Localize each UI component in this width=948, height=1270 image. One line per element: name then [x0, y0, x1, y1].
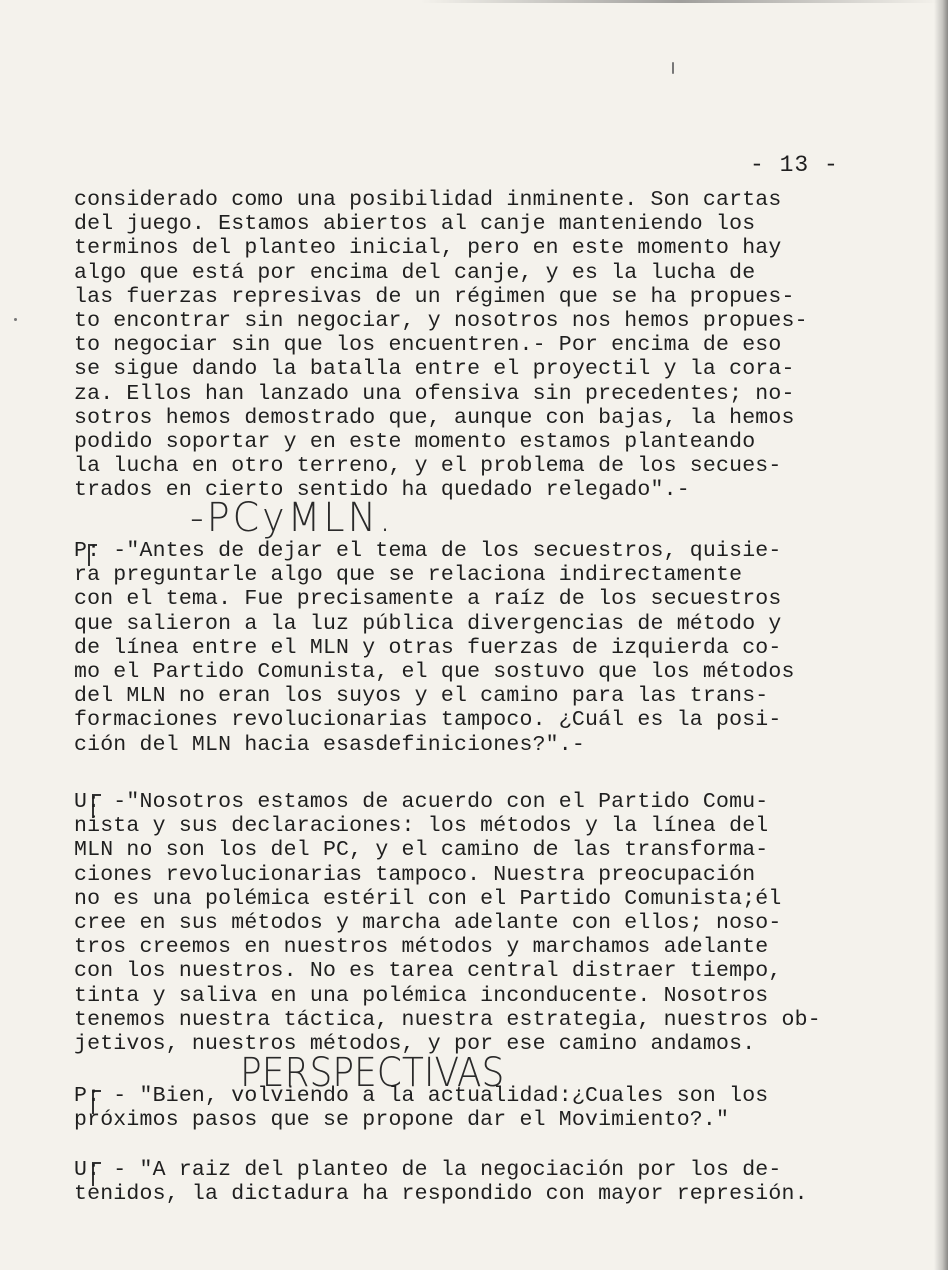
text-line: U: - "A raiz del planteo de la negociación por los de- — [74, 1158, 782, 1182]
text-line: con los nuestros. No es tarea central distraer tiempo, — [74, 959, 782, 984]
text-line: ción del MLN hacia esasdefiniciones?".- — [74, 732, 585, 757]
text-line: MLN no son los del PC, y el camino de las transforma- — [74, 838, 769, 863]
text-line: jetivos, nuestros métodos, y por ese camino andamos. — [74, 1031, 756, 1056]
text-line: la lucha en otro terreno, y el problema de los secues- — [74, 454, 782, 479]
text-line: formaciones revolucionarias tampoco. ¿Cuál es la posi- — [74, 708, 782, 733]
text-line: considerado como una posibilidad inminente. Son cartas — [74, 188, 782, 212]
scan-edge-shadow — [934, 0, 948, 1270]
text-line: podido soportar y en este momento estamos planteando — [74, 429, 756, 454]
text-line: del MLN no eran los suyos y el camino para las trans- — [74, 684, 769, 709]
text-line: to encontrar sin negociar, y nosotros nos hemos propues- — [74, 308, 808, 333]
scan-speck — [14, 318, 17, 321]
text-line: tenidos, la dictadura ha respondido con mayor represión. — [74, 1182, 808, 1207]
text-line: con el tema. Fue precisamente a raíz de los secuestros — [74, 587, 782, 612]
paragraph-answer-2 — [74, 1158, 874, 1206]
text-line: U: -"Nosotros estamos de acuerdo con el Partido Comu- — [74, 790, 769, 814]
text-line: no es una polémica estéril con el Partido Comunista;él — [74, 886, 782, 911]
text-line: sotros hemos demostrado que, aunque con bajas, la hemos — [74, 405, 795, 430]
text-line: trados en cierto sentido ha quedado relegado".- — [74, 478, 690, 503]
text-line: se sigue dando la batalla entre el proyectil y la cora- — [74, 357, 795, 382]
paragraph-question-2 — [74, 1084, 874, 1132]
handwritten-note-perspectivas: PERSPECTIVAS — [240, 1050, 505, 1096]
text-line: tros creemos en nuestros métodos y marchamos adelante — [74, 935, 769, 960]
scan-edge-mark — [420, 0, 940, 3]
text-line: ciones revolucionarias tampoco. Nuestra preocupación — [74, 862, 756, 887]
page-number: - 13 - — [750, 152, 839, 178]
text-line: ra preguntarle algo que se relaciona indirectamente — [74, 563, 743, 588]
text-line: del juego. Estamos abiertos al canje manteniendo los — [74, 212, 756, 237]
paragraph-answer-continued — [74, 188, 874, 502]
text-line: de línea entre el MLN y otras fuerzas de izquierda co- — [74, 635, 782, 660]
text-line: que salieron a la luz pública divergencias de método y — [74, 611, 782, 636]
text-line: cree en sus métodos y marcha adelante con ellos; noso- — [74, 910, 782, 935]
text-line: nista y sus declaraciones: los métodos y la línea del — [74, 814, 769, 839]
text-line: algo que está por encima del canje, y es la lucha de — [74, 260, 756, 285]
text-line: to negociar sin que los encuentren.- Por encima de eso — [74, 333, 782, 358]
text-line: terminos del planteo inicial, pero en este momento hay — [74, 236, 782, 261]
scan-speck — [672, 62, 674, 74]
paragraph-answer — [74, 790, 874, 1056]
text-line: za. Ellos han lanzado una ofensiva sin precedentes; no- — [74, 381, 795, 406]
text-line: tenemos nuestra táctica, nuestra estrategia, nuestros ob- — [74, 1007, 821, 1032]
handwritten-note-pc-mln: -PCyMLN. — [190, 494, 395, 541]
text-line: las fuerzas represivas de un régimen que se ha propues- — [74, 284, 795, 309]
paragraph-question — [74, 539, 874, 757]
text-line: próximos pasos que se propone dar el Movimiento?." — [74, 1108, 730, 1133]
text-line: P: -"Antes de dejar el tema de los secuestros, quisie- — [74, 539, 782, 563]
text-line: P: - "Bien, volviendo a la actualidad:¿Cuales son los — [74, 1084, 769, 1108]
text-line: tinta y saliva en una polémica inconducente. Nosotros — [74, 983, 769, 1008]
text-line: mo el Partido Comunista, el que sostuvo que los métodos — [74, 659, 795, 684]
